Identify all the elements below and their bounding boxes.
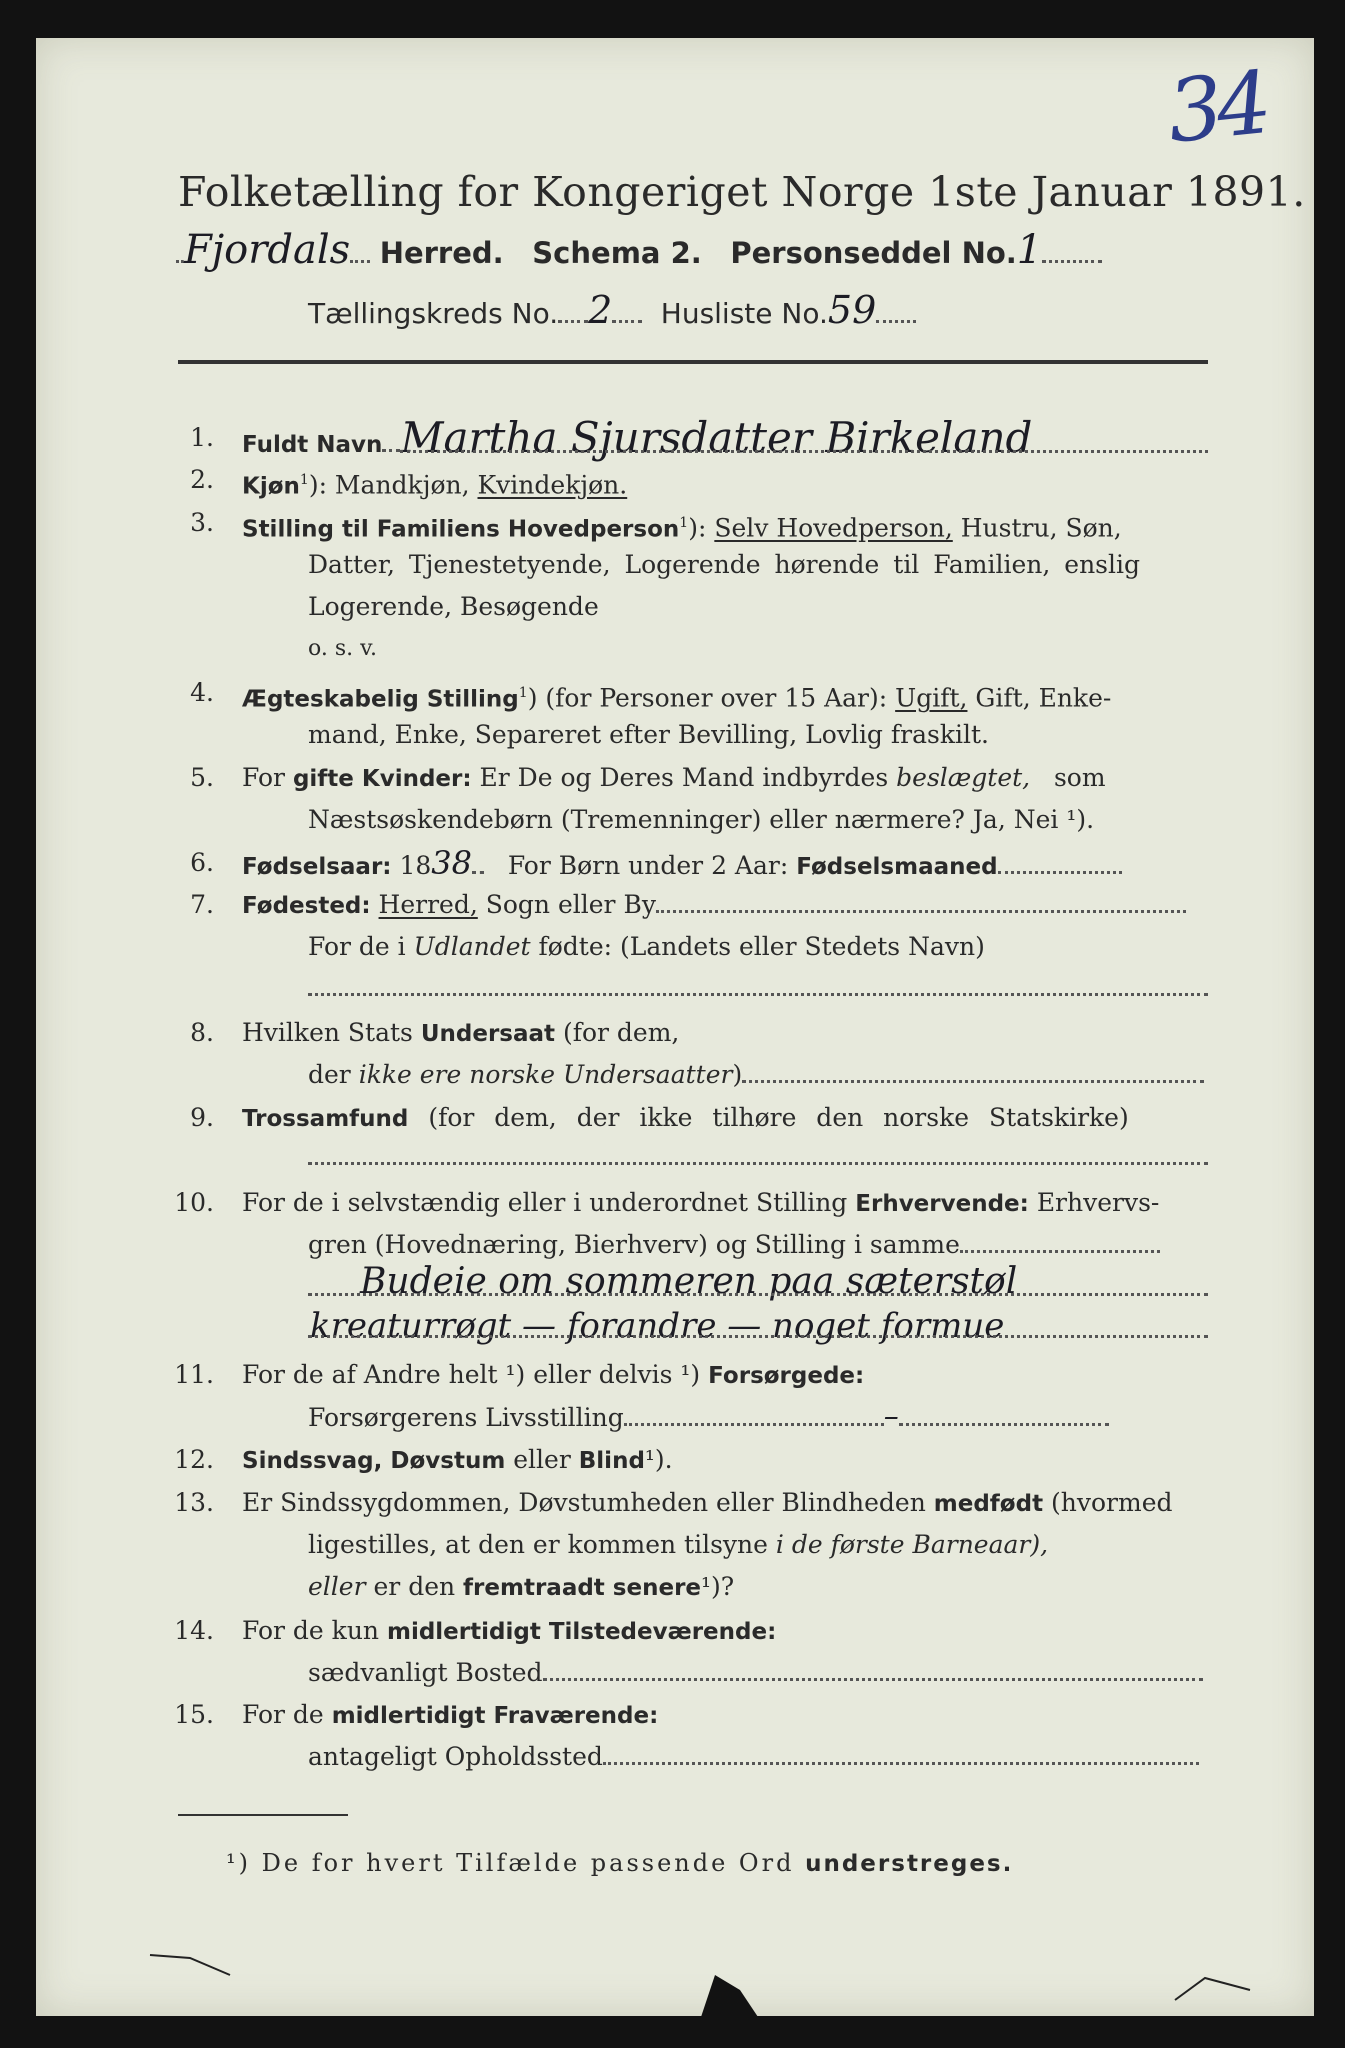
field-10-number: 10. [174, 1188, 214, 1217]
personseddel-label: Personseddel No. [730, 236, 1017, 270]
husliste-number: 59 [827, 288, 877, 332]
field-13-text: Er Sindssygdommen, Døvstumheden eller Blindheden [242, 1488, 926, 1517]
field-8-pre: Hvilken Stats [242, 1018, 413, 1047]
field-7-label: Fødested: [242, 893, 371, 919]
page-number-stamp: 34 [1163, 53, 1271, 163]
field-8-line-2-italic: ikke ere norske Undersaatter [358, 1060, 733, 1089]
field-5-label: gifte Kvinder: [292, 766, 472, 792]
field-10-value-2: kreaturrøgt — forandre — noget formue [310, 1306, 1005, 1346]
field-4-number: 4. [190, 678, 214, 707]
field-6-value: 38 [431, 844, 472, 882]
field-12-number: 12. [174, 1445, 214, 1474]
field-7-line-2-italic: Udlandet [413, 932, 531, 961]
field-15-label: midlertidigt Fraværende: [331, 1703, 659, 1729]
field-2-text: ): Mandkjøn, [308, 470, 470, 500]
schema-label: Schema 2. [532, 236, 702, 270]
field-4-line-2: mand, Enke, Separeret efter Bevilling, Lovlig fraskilt. [308, 720, 989, 749]
field-12-end: ¹). [644, 1445, 673, 1474]
field-3-colon: ): [688, 513, 707, 543]
field-12-mid: eller [513, 1445, 571, 1474]
field-10-value-1: Budeie om sommeren paa sæterstøl [360, 1261, 1018, 1302]
herred-name: Fjordals [184, 227, 351, 273]
field-4-rest: Gift, Enke- [975, 683, 1112, 713]
field-11-line-2-text: Forsørgerens Livsstilling [308, 1403, 624, 1432]
field-3-line-3: Logerende, Besøgende [308, 592, 599, 621]
field-10-line-2-text: gren (Hovednæring, Bierhverv) og Stilling i samme [308, 1230, 960, 1259]
field-9-label: Trossamfund [242, 1106, 409, 1132]
field-5-pre: For [242, 763, 285, 792]
field-13-end: (hvormed [1051, 1488, 1173, 1517]
field-5-line-2: Næstsøskendebørn (Tremenninger) eller nærmere? Ja, Nei ¹). [308, 805, 1095, 834]
field-6-number: 6. [190, 848, 214, 877]
field-13-line-2-italic: i de første Barneaar), [775, 1530, 1049, 1559]
field-14-pre: For de kun [242, 1616, 380, 1645]
field-4-sup: 1 [518, 685, 528, 701]
field-8-line-2-pre: der [308, 1060, 351, 1089]
field-9-text: (for dem, der ikke tilhøre den norske Statskirke) [428, 1103, 1129, 1132]
field-15-number: 15. [174, 1700, 214, 1729]
field-7-number: 7. [190, 890, 214, 919]
field-14-label: midlertidigt Tilstedeværende: [386, 1619, 777, 1645]
form-title: Folketælling for Kongeriget Norge 1ste Januar 1891. [178, 168, 1306, 216]
field-14-number: 14. [174, 1616, 214, 1645]
field-10-label: Erhvervende: [855, 1191, 1029, 1217]
field-8-post: (for dem, [562, 1018, 680, 1047]
field-6-label: Fødselsaar: [242, 854, 392, 880]
field-13-number: 13. [174, 1488, 214, 1517]
herred-label: Herred. [379, 236, 504, 270]
field-2-sup: 1 [299, 472, 309, 488]
field-12-label-2: Blind [578, 1448, 645, 1474]
footnote-mark: ¹) [226, 1849, 251, 1877]
field-3-rest: Hustru, Søn, [960, 513, 1122, 543]
field-14-line-2-text: sædvanligt Bosted [308, 1658, 543, 1687]
field-10-text: For de i selvstændig eller i underordnet Stilling [242, 1188, 848, 1217]
field-12-label: Sindssvag, Døvstum [242, 1448, 506, 1474]
field-4-label: Ægteskabelig Stilling [242, 686, 519, 713]
field-7-line-2-pre: For de i [308, 932, 406, 961]
personseddel-number: 1 [1016, 227, 1043, 273]
field-13-line-3-mid: er den [373, 1572, 456, 1601]
field-3-number: 3. [190, 508, 214, 537]
field-13-label: medfødt [933, 1491, 1044, 1517]
field-1-value: Martha Sjursdatter Birkeland [400, 413, 1033, 462]
field-15-line-2-text: antageligt Opholdssted [308, 1742, 603, 1771]
field-4-selected: Ugift, [895, 683, 968, 713]
kreds-number: 2 [588, 288, 613, 332]
field-3-label: Stilling til Familiens Hovedperson [242, 516, 680, 543]
field-6-text: For Børn under 2 Aar: [507, 851, 789, 880]
field-11-label: Forsørgede: [708, 1363, 865, 1389]
field-4-text: ) (for Personer over 15 Aar): [527, 683, 888, 713]
field-3-line-4: o. s. v. [308, 636, 377, 661]
field-3-selected: Selv Hovedperson, [714, 513, 953, 543]
field-5-text: Er De og Deres Mand indbyrdes [479, 763, 889, 792]
field-8-label: Undersaat [420, 1021, 556, 1047]
field-5-number: 5. [190, 763, 214, 792]
field-1-label: Fuldt Navn [242, 432, 383, 458]
field-11-number: 11. [174, 1360, 214, 1389]
field-13-line-3-italic: eller [308, 1572, 366, 1601]
field-2-number: 2. [190, 465, 214, 494]
footnote-text: De for hvert Tilfælde passende Ord [261, 1849, 795, 1877]
field-11-text: For de af Andre helt ¹) eller delvis ¹) [242, 1360, 701, 1389]
field-5-italic: beslægtet, [896, 763, 1031, 792]
field-2-selected: Kvindekjøn. [477, 470, 628, 500]
field-8-line-2: der ikke ere norske Undersaatter) [308, 1060, 1204, 1090]
field-3-sup: 1 [679, 515, 689, 531]
kreds-label: Tællingskreds No. [308, 297, 559, 330]
husliste-label: Husliste No. [660, 297, 828, 330]
field-10-end: Erhvervs- [1036, 1188, 1160, 1217]
field-13-line-3-label: fremtraadt senere [463, 1575, 702, 1601]
field-5-end: som [1053, 763, 1106, 792]
field-7-selected: Herred, [378, 890, 478, 919]
footnote-bold: understreges. [805, 1851, 1014, 1877]
field-2-label: Kjøn [242, 473, 300, 500]
field-6-label-2: Fødselsmaaned [796, 854, 998, 880]
field-15-pre: For de [242, 1700, 324, 1729]
field-13-line-2-pre: ligestilles, at den er kommen tilsyne [308, 1530, 768, 1559]
field-1-number: 1. [190, 423, 214, 452]
field-7-rest: Sogn eller By [485, 890, 656, 919]
field-7-line-2-post: fødte: (Landets eller Stedets Navn) [538, 932, 985, 961]
field-6-prefix: 18 [399, 851, 432, 880]
field-9-number: 9. [190, 1103, 214, 1132]
field-3-line-2: Datter, Tjenestetyende, Logerende hørende til Familien, enslig [308, 550, 1141, 579]
field-13-line-3-end: ¹)? [701, 1572, 735, 1601]
field-8-number: 8. [190, 1018, 214, 1047]
field-11-value: – [883, 1399, 899, 1434]
